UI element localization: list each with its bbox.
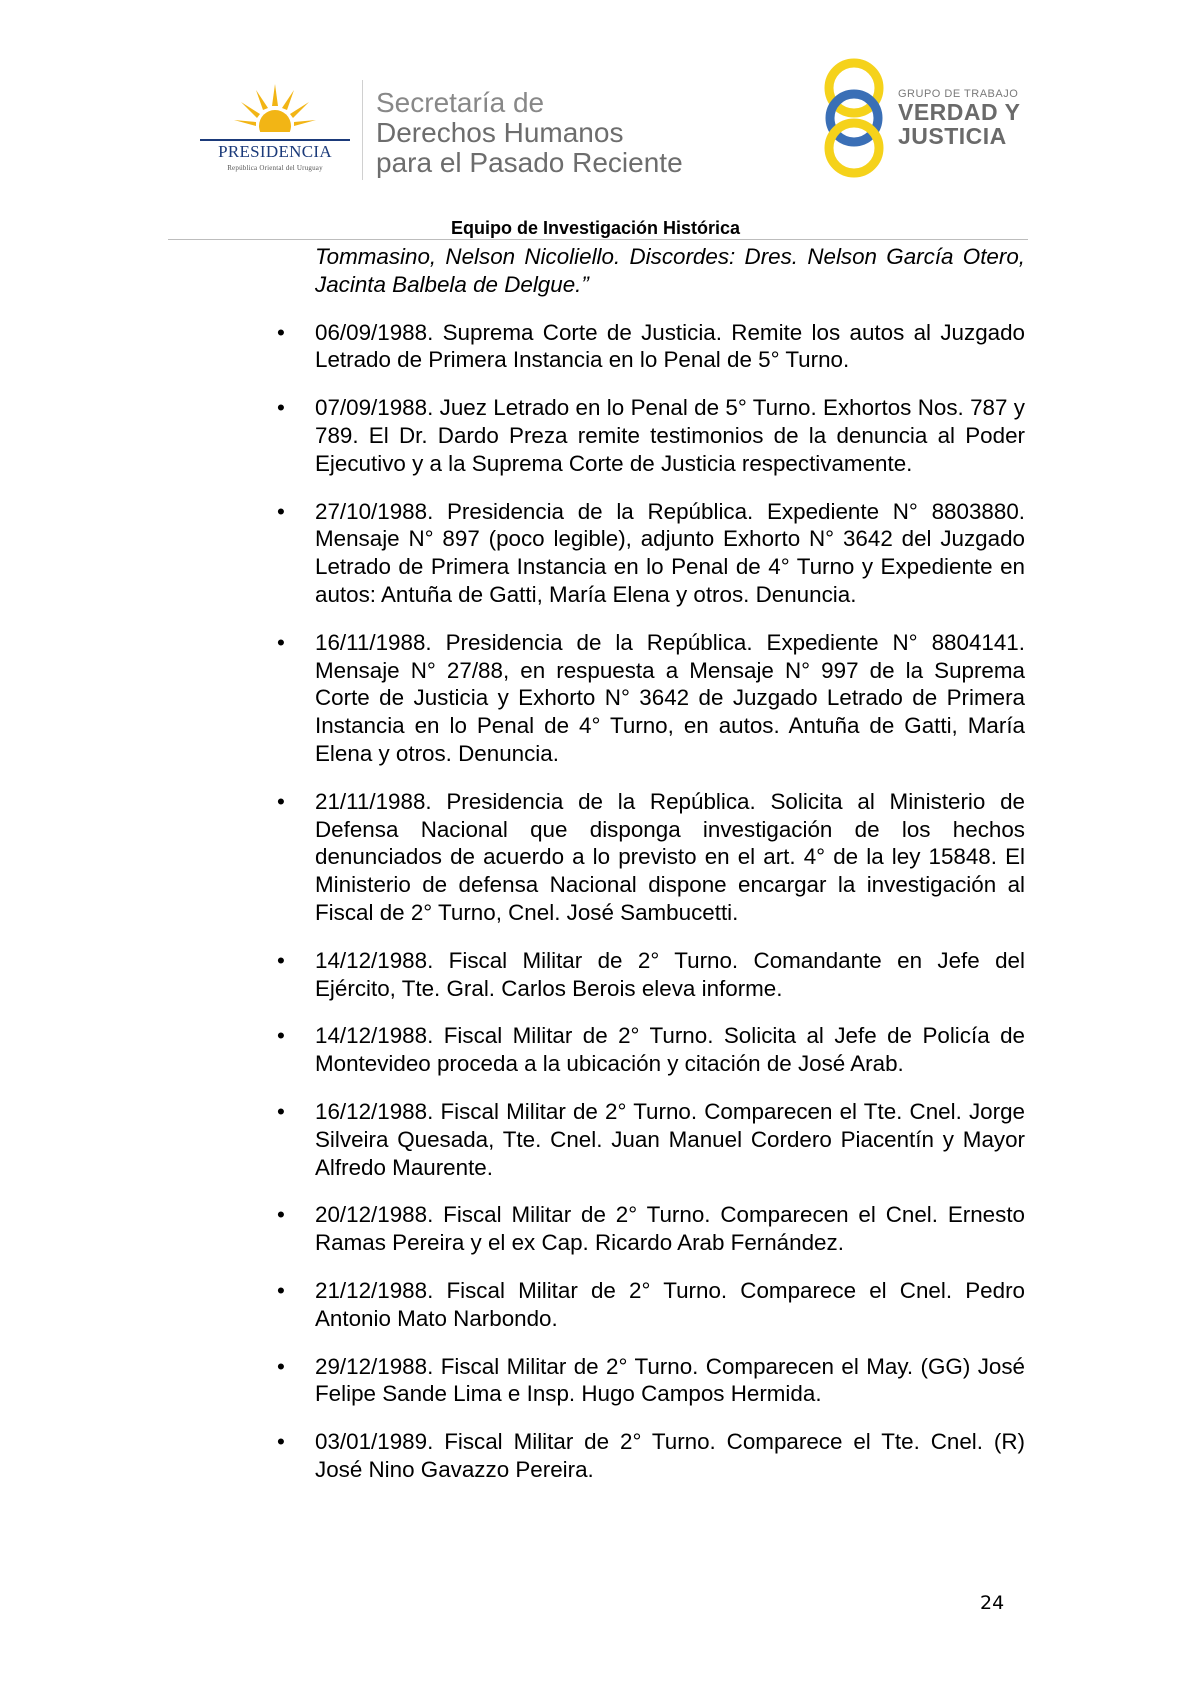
bullet: • <box>277 395 285 421</box>
presidencia-rule <box>200 139 350 141</box>
continuation-paragraph: Tommasino, Nelson Nicoliello. Discordes: Dres. Nelson García Otero, Jacinta Balbela de Delgue.” <box>315 244 1025 297</box>
document-header <box>0 0 1191 245</box>
team-title: Equipo de Investigación Histórica <box>450 218 741 238</box>
entry-text: 21/12/1988. Fiscal Militar de 2° Turno. Comparece el Cnel. Pedro Antonio Mato Narbondo. <box>315 1277 1025 1331</box>
grupo-line-1: GRUPO DE TRABAJO <box>898 88 1019 100</box>
bullet: • <box>277 1277 285 1303</box>
presidencia-logo <box>196 82 354 174</box>
entry-text: 07/09/1988. Juez Letrado en lo Penal de 5° Turno. Exhortos Nos. 787 y 789. El Dr. Dardo Preza remite testimonios de la denuncia al Poder Ejecutivo y a la Suprema Corte de Justicia respectivamente. <box>315 395 1025 476</box>
list-item <box>277 319 1025 375</box>
bullet: • <box>277 947 285 973</box>
entry-text: 14/12/1988. Fiscal Militar de 2° Turno. Solicita al Jefe de Policía de Montevideo proceda a la ubicación y citación de José Arab. <box>315 1023 1025 1077</box>
bullet: • <box>277 1098 285 1124</box>
bullet: • <box>277 1023 285 1049</box>
entry-text: 16/11/1988. Presidencia de la República. Expediente N° 8804141. Mensaje N° 27/88, en respuesta a Mensaje N° 997 de la Suprema Corte de Justicia y Exhorto N° 3642 de Juzgado Letrado de Primera Instancia en lo Penal de 4° Turno, en autos. Antuña de Gatti, María Elena y otros. Denuncia. <box>315 629 1025 766</box>
bullet: • <box>277 629 285 655</box>
grupo-verdad-justicia-logo <box>820 56 1030 181</box>
entry-text: 03/01/1989. Fiscal Militar de 2° Turno. Comparece el Tte. Cnel. (R) José Nino Gavazzo Pereira. <box>315 1429 1025 1482</box>
list-item <box>277 1353 1025 1409</box>
entry-text: 21/11/1988. Presidencia de la República. Solicita al Ministerio de Defensa Nacional que disponga investigación de los hechos denunciados de acuerdo a lo previsto en el art. 4° de la ley 15848. El Ministerio de defensa Nacional dispone encargar la investigación al Fiscal de 2° Turno, Cnel. José Sambucetti. <box>315 788 1025 925</box>
list-item <box>277 498 1025 609</box>
entry-text: 29/12/1988. Fiscal Militar de 2° Turno. Comparecen el May. (GG) José Felipe Sande Lima e Insp. Hugo Campos Hermida. <box>315 1353 1025 1407</box>
secretaria-line-1: Secretaría de <box>376 87 545 118</box>
entry-text: 06/09/1988. Suprema Corte de Justicia. Remite los autos al Juzgado Letrado de Primera Instancia en lo Penal de 5° Turno. <box>315 319 1025 373</box>
bullet: • <box>277 1353 285 1379</box>
bullet: • <box>277 788 285 814</box>
list-item <box>277 788 1025 927</box>
page-number: 24 <box>980 1592 1005 1614</box>
entry-text: 20/12/1988. Fiscal Militar de 2° Turno. Comparecen el Cnel. Ernesto Ramas Pereira y el ex Cap. Ricardo Arab Fernández. <box>315 1202 1025 1256</box>
bullet: • <box>277 1429 285 1455</box>
secretaria-line-2: Derechos Humanos <box>376 117 624 148</box>
presidencia-subtitle: República Oriental del Uruguay <box>227 164 323 172</box>
bullet: • <box>277 1202 285 1228</box>
rings-icon <box>820 56 890 181</box>
secretaria-title <box>376 88 683 178</box>
list-item <box>277 947 1025 1003</box>
list-item <box>277 1022 1025 1078</box>
secretaria-line-3: para el Pasado Reciente <box>376 147 683 178</box>
list-item <box>277 1201 1025 1257</box>
entry-text: 16/12/1988. Fiscal Militar de 2° Turno. Comparecen el Tte. Cnel. Jorge Silveira Quesada, Tte. Cnel. Juan Manuel Cordero Piacentín y Mayor Alfredo Maurente. <box>315 1098 1025 1180</box>
entry-text: 27/10/1988. Presidencia de la República. Expediente N° 8803880. Mensaje N° 897 (poco legible), adjunto Exhorto N° 3642 del Juzgado Letrado de Primera Instancia en lo Penal de 4° Turno y Expediente en autos: Antuña de Gatti, María Elena y otros. Denuncia. <box>315 498 1025 607</box>
list-item <box>277 1277 1025 1333</box>
document-body <box>277 243 1025 1484</box>
header-divider <box>362 80 363 180</box>
grupo-line-2: VERDAD Y <box>898 99 1021 125</box>
header-rule <box>168 239 1028 240</box>
entry-text: 14/12/1988. Fiscal Militar de 2° Turno. Comandante en Jefe del Ejército, Tte. Gral. Carlos Berois eleva informe. <box>315 947 1025 1001</box>
list-item <box>277 629 1025 768</box>
bullet: • <box>277 498 285 524</box>
list-item <box>277 394 1025 477</box>
sun-icon <box>232 82 318 140</box>
bullet: • <box>277 319 285 345</box>
grupo-line-3: JUSTICIA <box>898 123 1007 149</box>
list-item <box>277 1098 1025 1181</box>
presidencia-name: PRESIDENCIA <box>218 142 332 161</box>
list-item <box>277 1428 1025 1484</box>
chronology-list <box>277 319 1025 1484</box>
